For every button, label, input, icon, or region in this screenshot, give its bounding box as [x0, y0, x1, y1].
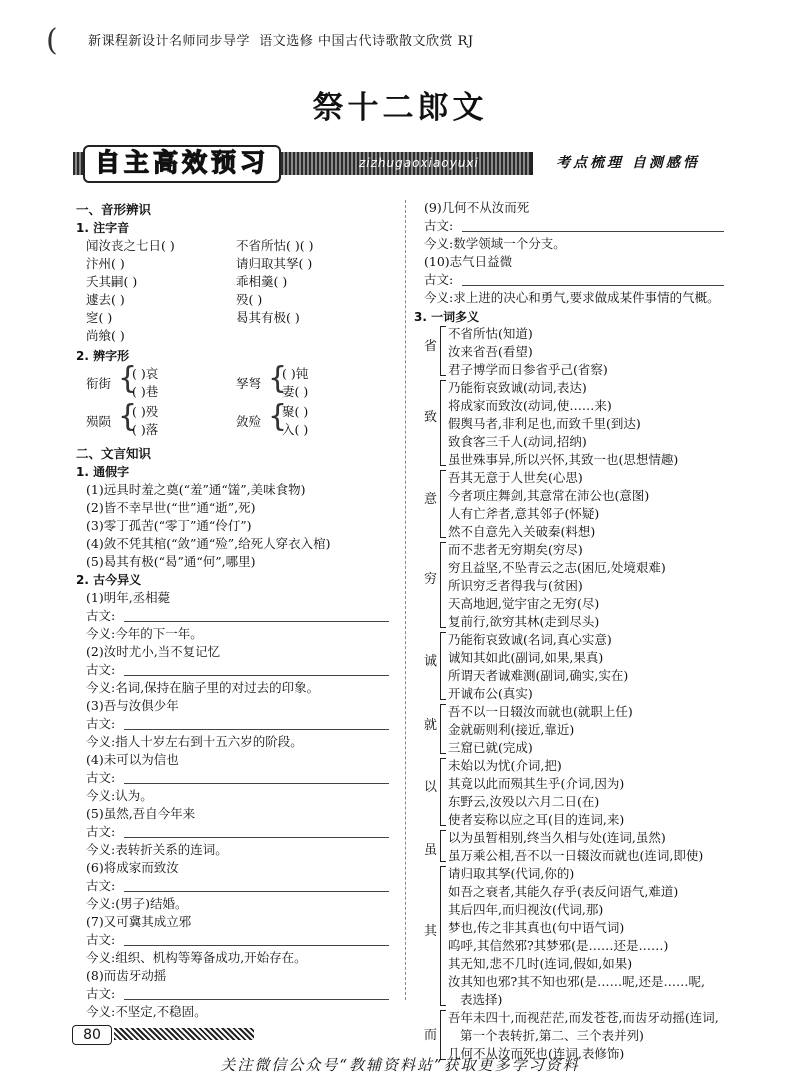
pronunciation-item: 汴州( )	[86, 256, 125, 271]
brace-icon	[440, 704, 446, 754]
polysemy-char: 就	[424, 718, 438, 733]
section-heading: 一、音形辨识	[76, 202, 152, 217]
guwen-label: 古文:	[86, 770, 116, 785]
subsection-heading: 3. 一词多义	[414, 310, 480, 324]
polysemy-item: 不省所怙(知道)	[448, 326, 533, 341]
tongjia-item: (2)皆不幸早世(“世”通“逝”,死)	[86, 500, 256, 515]
brace-icon: {	[118, 399, 138, 434]
polysemy-item: 未始以为忧(介词,把)	[448, 758, 562, 773]
shape-item: ( )殁	[132, 404, 159, 419]
tongjia-item: (3)零丁孤苦(“零丁”通“伶仃”)	[86, 518, 252, 533]
header-subject: 语文选修	[259, 34, 314, 49]
polysemy-item: 然不自意先入关破秦(料想)	[448, 524, 596, 539]
polysemy-item: 使者妄称以应之耳(目的连词,来)	[448, 812, 625, 827]
polysemy-item: 天高地迥,觉宇宙之无穷(尽)	[448, 596, 600, 611]
pronunciation-item: 闻汝丧之七日( )	[86, 238, 175, 253]
guyi-question: (7)又可冀其成立邪	[86, 914, 192, 929]
polysemy-item: 吾其无意于人世矣(心思)	[448, 470, 583, 485]
polysemy-item: 梦也,传之非其真也(句中语气词)	[448, 920, 625, 935]
polysemy-item: 如吾之衰者,其能久存乎(表反问语气,难道)	[448, 884, 679, 899]
brace-icon: {	[268, 399, 288, 434]
shape-item: ( )巷	[132, 384, 159, 399]
polysemy-item: 所识穷乏者得我与(贫困)	[448, 578, 583, 593]
shape-item: ( )哀	[132, 366, 159, 381]
guyi-answer: 今义:名词,保持在脑子里的对过去的印象。	[86, 680, 320, 695]
guwen-label: 古文:	[424, 272, 454, 287]
polysemy-item: 其无知,悲不几时(连词,假如,如果)	[448, 956, 633, 971]
guyi-question: (5)虽然,吾自今年来	[86, 806, 196, 821]
polysemy-item: 今者项庄舞剑,其意常在沛公也(意图)	[448, 488, 650, 503]
answer-line[interactable]	[462, 285, 724, 286]
pronunciation-item: 窆( )	[86, 310, 113, 325]
shape-root: 殒陨	[86, 414, 112, 429]
guyi-answer: 今义:数学领域一个分支。	[424, 236, 566, 251]
subsection-heading: 1. 注字音	[76, 221, 130, 235]
guwen-label: 古文:	[86, 608, 116, 623]
brace-icon	[440, 866, 446, 1006]
polysemy-item: 所谓天者诚难测(副词,确实,实在)	[448, 668, 629, 683]
brace-icon	[440, 380, 446, 466]
shape-item: ( )钝	[282, 366, 309, 381]
polysemy-item: 人有亡斧者,意其邻子(怀疑)	[448, 506, 600, 521]
polysemy-char: 虽	[424, 843, 438, 858]
polysemy-item: 而不悲者无穷期矣(穷尽)	[448, 542, 583, 557]
guyi-answer: 今义:今年的下一年。	[86, 626, 203, 641]
polysemy-item: 金就砺则利(接近,靠近)	[448, 722, 575, 737]
tongjia-item: (4)敛不凭其棺(“敛”通“殓”,给死人穿衣入棺)	[86, 536, 331, 551]
polysemy-item: 汝其知也邪?其不知也邪(是……呢,还是……呢,	[448, 974, 706, 989]
guyi-answer: 今义:表转折关系的连词。	[86, 842, 228, 857]
polysemy-item: 复前行,欲穷其林(走到尽头)	[448, 614, 600, 629]
pronunciation-item: 殁( )	[236, 292, 263, 307]
shape-root: 敛殓	[236, 414, 262, 429]
polysemy-char: 穷	[424, 572, 438, 587]
page-number: 80	[72, 1025, 112, 1045]
shape-root: 衔街	[86, 376, 112, 391]
section-heading: 二、文言知识	[76, 446, 152, 461]
shape-item: ( )落	[132, 422, 159, 437]
guwen-label: 古文:	[86, 824, 116, 839]
guyi-question: (9)几何不从汝而死	[424, 200, 530, 215]
polysemy-item: 以为虽暂相别,终当久相与处(连词,虽然)	[448, 830, 666, 845]
running-header	[46, 23, 750, 58]
pronunciation-item: 请归取其孥( )	[236, 256, 313, 271]
guyi-answer: 今义:组织、机构等筹备成功,开始存在。	[86, 950, 307, 965]
guyi-question: (10)志气日益微	[424, 254, 513, 269]
polysemy-item: 汝来省吾(看望)	[448, 344, 533, 359]
polysemy-item: 第一个表转折,第二、三个表并列)	[460, 1028, 644, 1043]
guyi-question: (6)将成家而致汝	[86, 860, 179, 875]
page-title: 祭十二郎文	[312, 90, 488, 126]
polysemy-item: 开诚布公(真实)	[448, 686, 533, 701]
header-text	[88, 30, 474, 49]
footer-promo: 关注微信公众号“教辅资料站”获取更多学习资料	[220, 1056, 580, 1074]
answer-line[interactable]	[124, 999, 389, 1000]
shape-root: 孥弩	[236, 376, 262, 391]
brace-icon	[440, 542, 446, 628]
brace-icon	[440, 758, 446, 826]
polysemy-item: 三窟已就(完成)	[448, 740, 533, 755]
polysemy-item: 假舆马者,非利足也,而致千里(到达)	[448, 416, 641, 431]
polysemy-char: 而	[424, 1028, 438, 1043]
answer-line[interactable]	[124, 837, 389, 838]
pronunciation-item: 夭其嗣( )	[86, 274, 138, 289]
header-bracket-icon: (	[46, 23, 58, 58]
polysemy-item: 穷且益坚,不坠青云之志(困厄,处境艰难)	[448, 560, 666, 575]
pronunciation-item: 乖相羹( )	[236, 274, 288, 289]
guwen-label: 古文:	[86, 662, 116, 677]
guyi-question: (3)吾与汝俱少年	[86, 698, 179, 713]
polysemy-item: 其后四年,而归视汝(代词,那)	[448, 902, 604, 917]
brace-icon	[440, 830, 446, 862]
guwen-label: 古文:	[86, 878, 116, 893]
polysemy-item: 东野云,汝殁以六月二日(在)	[448, 794, 600, 809]
banner-tags: 考点梳理 自测感悟	[530, 152, 723, 175]
polysemy-char: 其	[424, 924, 438, 939]
brace-icon	[440, 632, 446, 700]
brace-icon	[440, 326, 446, 376]
banner-title: 自主高效预习	[83, 145, 281, 183]
brace-icon: {	[268, 361, 288, 396]
guyi-question: (1)明年,丞相薨	[86, 590, 171, 605]
polysemy-item: 虽万乘公相,吾不以一日辍汝而就也(连词,即使)	[448, 848, 704, 863]
guyi-answer: 今义:认为。	[86, 788, 153, 803]
polysemy-item: 吾年未四十,而视茫茫,而发苍苍,而齿牙动摇(连词,	[448, 1010, 719, 1025]
polysemy-item: 请归取其孥(代词,你的)	[448, 866, 575, 881]
polysemy-item: 将成家而致汝(动词,使……来)	[448, 398, 612, 413]
shape-item: 妻( )	[282, 384, 309, 399]
answer-line[interactable]	[124, 783, 389, 784]
answer-line[interactable]	[124, 729, 389, 730]
guwen-label: 古文:	[86, 716, 116, 731]
guyi-answer: 今义:(男子)结婚。	[86, 896, 188, 911]
answer-line[interactable]	[124, 621, 389, 622]
polysemy-char: 致	[424, 410, 438, 425]
polysemy-char: 意	[424, 492, 438, 507]
polysemy-char: 省	[424, 339, 438, 354]
brace-icon	[440, 470, 446, 538]
guwen-label: 古文:	[424, 218, 454, 233]
pronunciation-item: 曷其有极( )	[236, 310, 300, 325]
subsection-heading: 2. 古今异义	[76, 573, 142, 587]
page-footer	[72, 1025, 252, 1043]
polysemy-item: 虽世殊事异,所以兴怀,其致一也(思想情趣)	[448, 452, 679, 467]
answer-line[interactable]	[124, 945, 389, 946]
header-edition: RJ	[457, 34, 474, 49]
banner-pinyin: zizhugaoxiaoyuxi	[359, 156, 479, 170]
polysemy-item: 乃能衔哀致诚(动词,表达)	[448, 380, 587, 395]
polysemy-item: 致食客三千人(动词,招纳)	[448, 434, 587, 449]
polysemy-item: 吾不以一日辍汝而就也(就职上任)	[448, 704, 633, 719]
polysemy-char: 以	[424, 780, 438, 795]
polysemy-item: 君子博学而日参省乎己(省察)	[448, 362, 608, 377]
guyi-answer: 今义:指人十岁左右到十五六岁的阶段。	[86, 734, 303, 749]
polysemy-item: 其竟以此而殒其生乎(介词,因为)	[448, 776, 625, 791]
guyi-question: (8)而齿牙动摇	[86, 968, 167, 983]
footer-band	[114, 1028, 254, 1040]
guyi-question: (4)未可以为信也	[86, 752, 179, 767]
answer-line[interactable]	[124, 891, 389, 892]
header-book: 中国古代诗歌散文欣赏	[317, 34, 453, 49]
polysemy-item: 表选择)	[460, 992, 503, 1007]
polysemy-item: 几何不从汝而死也(连词,表修饰)	[448, 1046, 625, 1061]
guwen-label: 古文:	[86, 932, 116, 947]
shape-item: 入( )	[282, 422, 309, 437]
polysemy-item: 诚知其如此(副词,如果,果真)	[448, 650, 604, 665]
column-divider	[405, 200, 406, 1000]
polysemy-char: 诚	[424, 654, 438, 669]
subsection-heading: 2. 辨字形	[76, 349, 130, 363]
polysemy-item: 乃能衔哀致诚(名词,真心实意)	[448, 632, 612, 647]
tongjia-item: (1)远具时羞之奠(“羞”通“馐”,美味食物)	[86, 482, 306, 497]
guyi-question: (2)汝时尤小,当不复记忆	[86, 644, 221, 659]
brace-icon: {	[118, 361, 138, 396]
shape-item: 聚( )	[282, 404, 309, 419]
polysemy-item: 呜呼,其信然邪?其梦邪(是……还是……)	[448, 938, 669, 953]
pronunciation-item: 遽去( )	[86, 292, 125, 307]
guwen-label: 古文:	[86, 986, 116, 1001]
subsection-heading: 1. 通假字	[76, 465, 130, 479]
header-series: 新课程新设计名师同步导学	[88, 34, 251, 49]
section-banner	[73, 148, 723, 178]
answer-line[interactable]	[462, 231, 724, 232]
guyi-answer: 今义:求上进的决心和勇气,要求做成某件事情的气概。	[424, 290, 720, 305]
guyi-answer: 今义:不坚定,不稳固。	[86, 1004, 207, 1019]
pronunciation-item: 不省所怙( )( )	[236, 238, 314, 253]
answer-line[interactable]	[124, 675, 389, 676]
tongjia-item: (5)曷其有极(“曷”通“何”,哪里)	[86, 554, 256, 569]
pronunciation-item: 尚飨( )	[86, 328, 125, 343]
brace-icon	[440, 1010, 446, 1060]
